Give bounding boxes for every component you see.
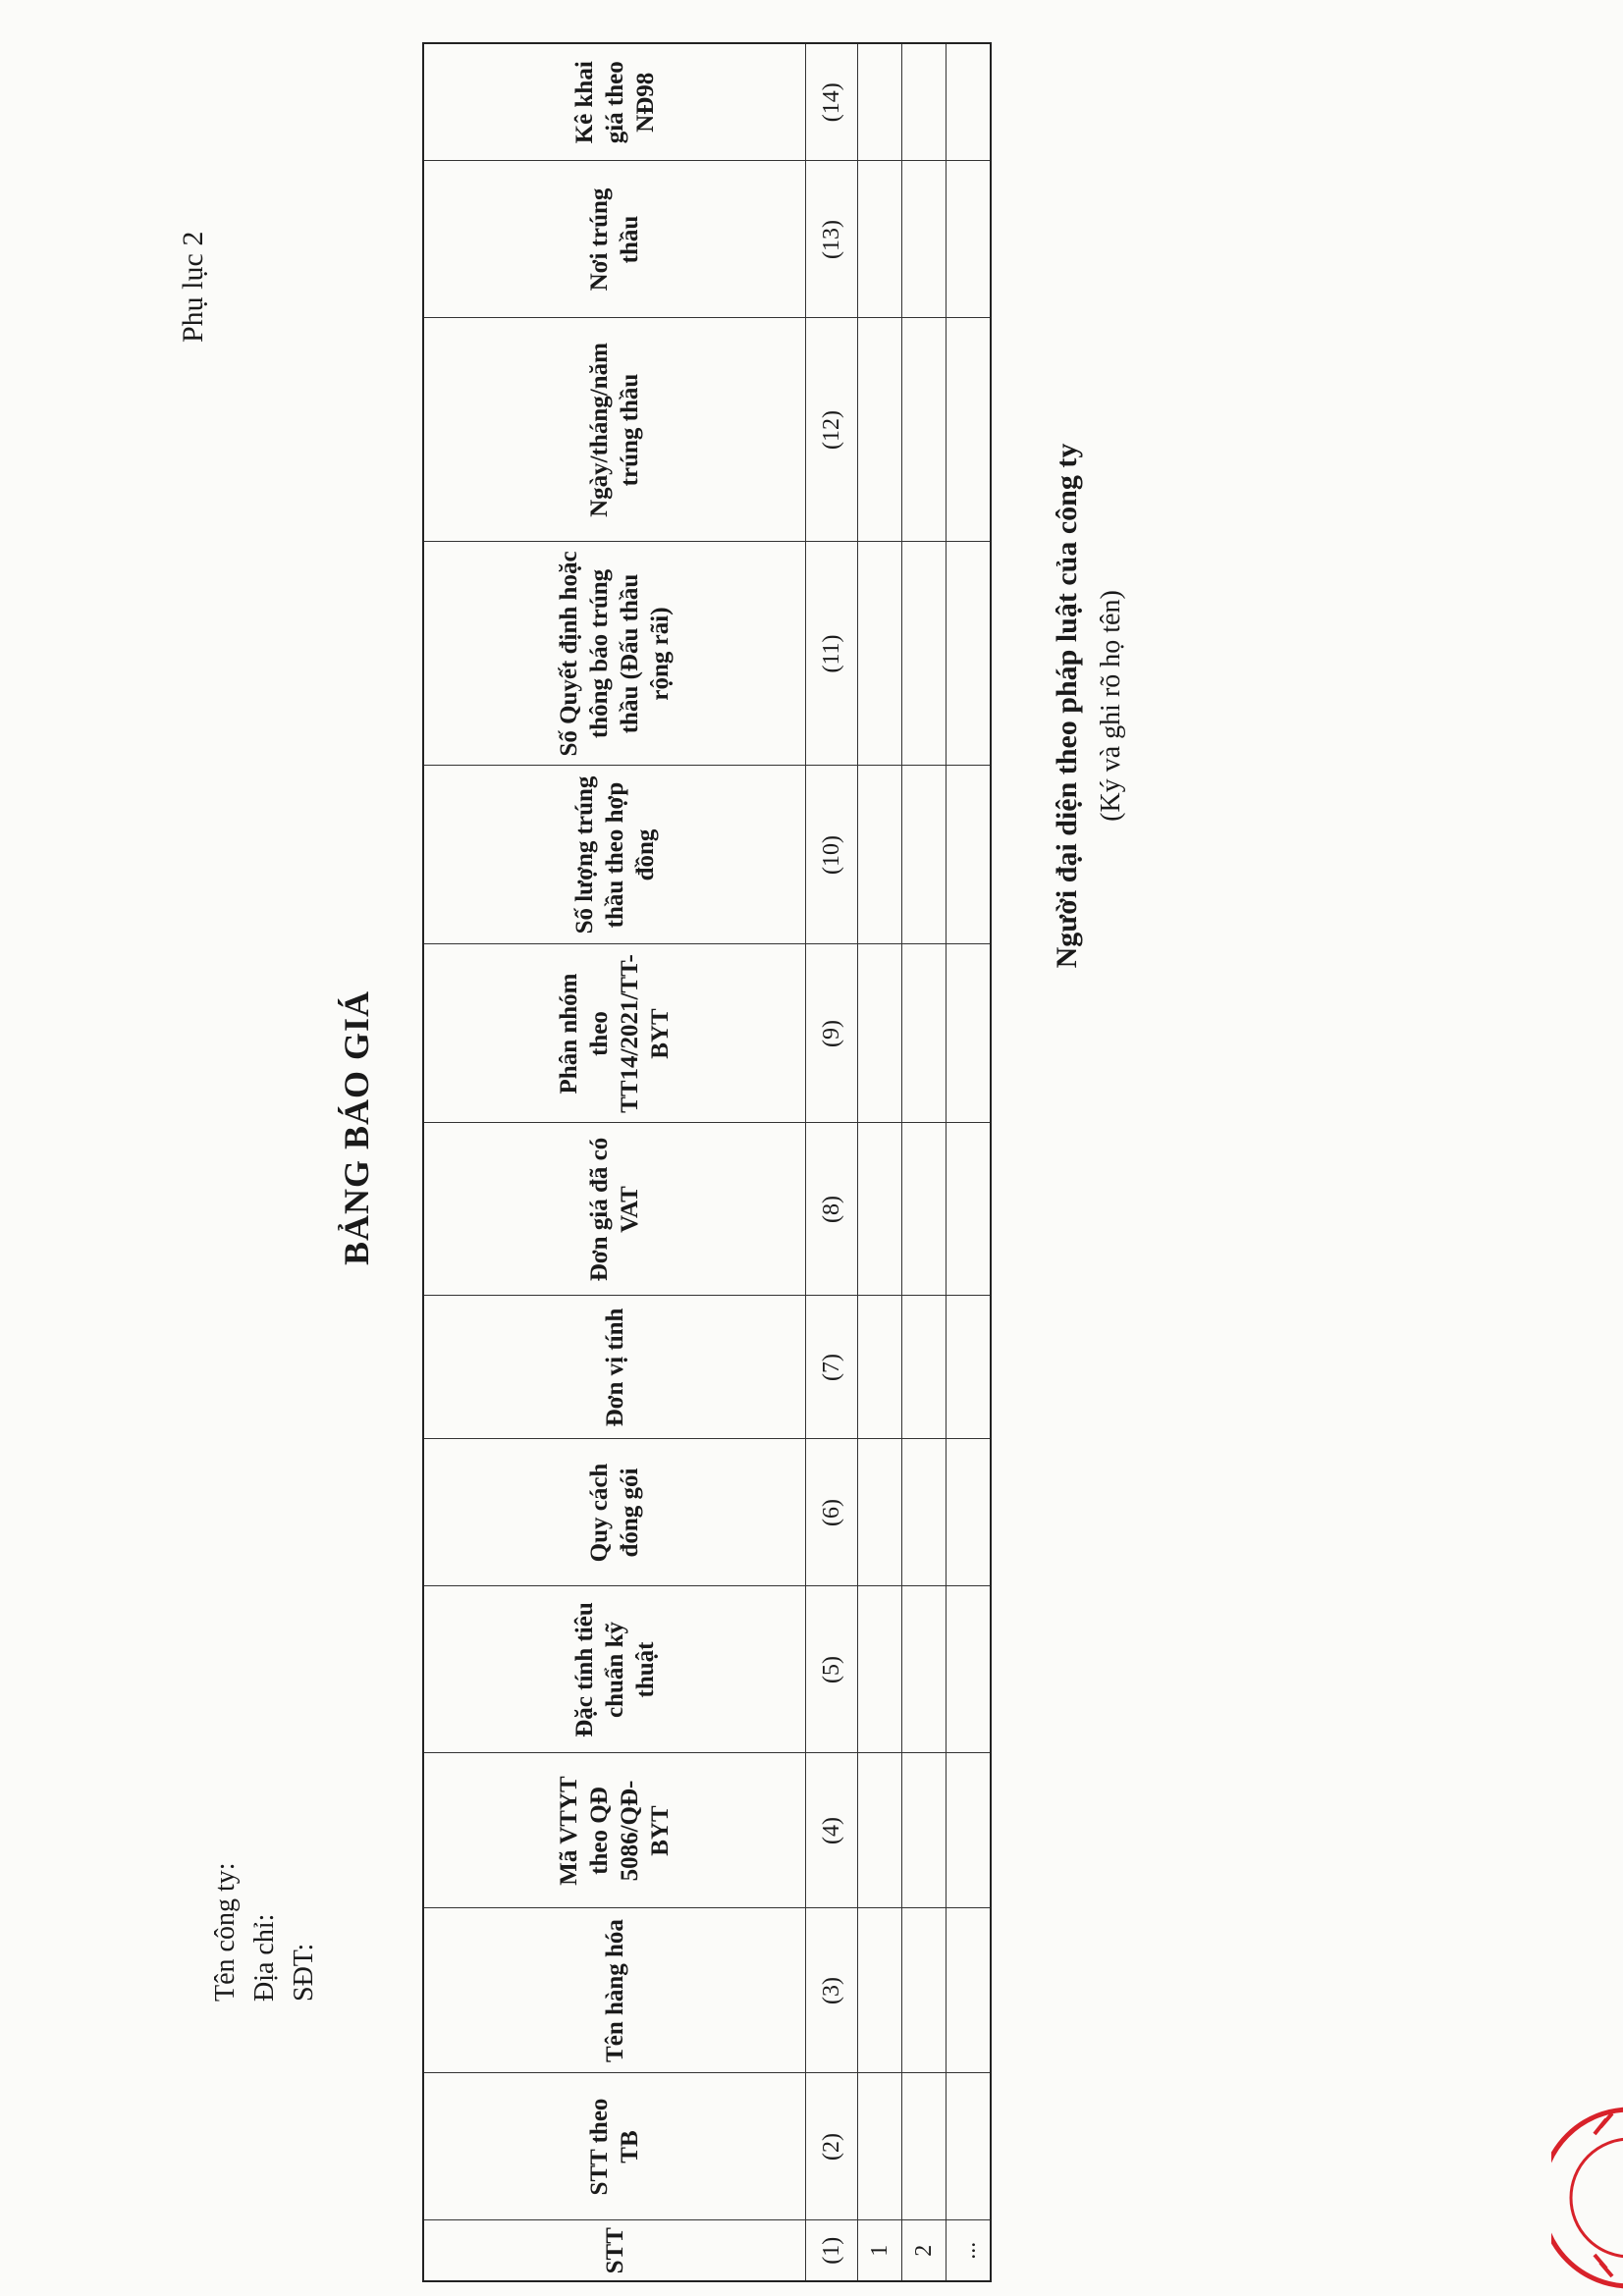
- column-number-row: [806, 43, 858, 2281]
- table-row: [858, 43, 902, 2281]
- table-cell: [858, 1753, 902, 1908]
- col-header: STT theo TB: [423, 2073, 806, 2220]
- col-header: Đơn vị tính: [423, 1296, 806, 1439]
- table-cell: [858, 1439, 902, 1586]
- table-cell: [902, 43, 947, 161]
- col-header: Phân nhóm theo TT14/2021/TT-BYT: [423, 944, 806, 1123]
- table-cell: ...: [947, 2220, 992, 2281]
- table-row: [902, 43, 947, 2281]
- table-cell: [902, 542, 947, 766]
- table-cell: [902, 1296, 947, 1439]
- table-cell: [902, 1753, 947, 1908]
- table-cell: [902, 1908, 947, 2073]
- table-cell: [902, 1123, 947, 1296]
- table-cell: [902, 161, 947, 318]
- table-cell: [858, 766, 902, 944]
- signature-title: Người đại diện theo pháp luật của công ty: [1051, 443, 1083, 969]
- col-header: Số Quyết định hoặc thông báo trúng thầu (Đấu thầu rộng rãi): [423, 542, 806, 766]
- table-cell: [947, 1123, 992, 1296]
- column-number: (2): [806, 2073, 858, 2220]
- table-cell: [947, 1753, 992, 1908]
- table-cell: [947, 766, 992, 944]
- col-header: Kê khai giá theo NĐ98: [423, 43, 806, 161]
- table-cell: [858, 318, 902, 542]
- column-number: (1): [806, 2220, 858, 2281]
- column-number: (6): [806, 1439, 858, 1586]
- table-cell: [902, 766, 947, 944]
- column-number: (13): [806, 161, 858, 318]
- col-header: Ngày/tháng/năm trúng thầu: [423, 318, 806, 542]
- table-cell: [858, 43, 902, 161]
- column-number: (10): [806, 766, 858, 944]
- signature-note: (Ký và ghi rõ họ tên): [1096, 590, 1126, 822]
- table-cell: [947, 318, 992, 542]
- table-cell: [902, 1586, 947, 1753]
- document-title: BẢNG BÁO GIÁ: [337, 989, 376, 1266]
- table-cell: [947, 944, 992, 1123]
- table-cell: [947, 1586, 992, 1753]
- table-cell: [858, 1586, 902, 1753]
- company-name-label: Tên công ty:: [210, 1862, 241, 2002]
- column-number: (9): [806, 944, 858, 1123]
- table-cell: [858, 944, 902, 1123]
- signature-block: [1051, 225, 1127, 1187]
- table-cell: [858, 1123, 902, 1296]
- col-header: Tên hàng hóa: [423, 1908, 806, 2073]
- col-header: Số lượng trúng thầu theo hợp đồng: [423, 766, 806, 944]
- column-number: (4): [806, 1753, 858, 1908]
- table-cell: [858, 542, 902, 766]
- red-stamp-partial: [1551, 2100, 1623, 2296]
- column-number: (7): [806, 1296, 858, 1439]
- price-quote-table: [422, 42, 992, 2282]
- column-number: (5): [806, 1586, 858, 1753]
- table-cell: [858, 161, 902, 318]
- appendix-label: Phụ lục 2: [177, 231, 209, 343]
- table-cell: [947, 2073, 992, 2220]
- table-cell: [947, 1439, 992, 1586]
- column-number: (8): [806, 1123, 858, 1296]
- col-header: Đặc tính tiêu chuẩn kỹ thuật: [423, 1586, 806, 1753]
- table-cell: [902, 2073, 947, 2220]
- table-cell: 1: [858, 2220, 902, 2281]
- company-info-block: [206, 1862, 324, 2002]
- table-cell: [902, 944, 947, 1123]
- header-row: [423, 43, 806, 2281]
- table-cell: [947, 1296, 992, 1439]
- col-header: Nơi trúng thầu: [423, 161, 806, 318]
- col-header: Đơn giá đã có VAT: [423, 1123, 806, 1296]
- table-cell: [858, 1296, 902, 1439]
- company-phone-label: SĐT:: [289, 1943, 319, 2002]
- col-header: STT: [423, 2220, 806, 2281]
- column-number: (14): [806, 43, 858, 161]
- column-number: (11): [806, 542, 858, 766]
- table-cell: [947, 161, 992, 318]
- company-address-label: Địa chỉ:: [249, 1913, 280, 2002]
- table-cell: [947, 1908, 992, 2073]
- col-header: Quy cách đóng gói: [423, 1439, 806, 1586]
- table-cell: [902, 1439, 947, 1586]
- table-cell: [858, 1908, 902, 2073]
- col-header: Mã VTYT theo QĐ 5086/QĐ-BYT: [423, 1753, 806, 1908]
- table-cell: [947, 542, 992, 766]
- table-cell: [858, 2073, 902, 2220]
- table-cell: 2: [902, 2220, 947, 2281]
- table-cell: [902, 318, 947, 542]
- column-number: (12): [806, 318, 858, 542]
- table-cell: [947, 43, 992, 161]
- table-row: [947, 43, 992, 2281]
- column-number: (3): [806, 1908, 858, 2073]
